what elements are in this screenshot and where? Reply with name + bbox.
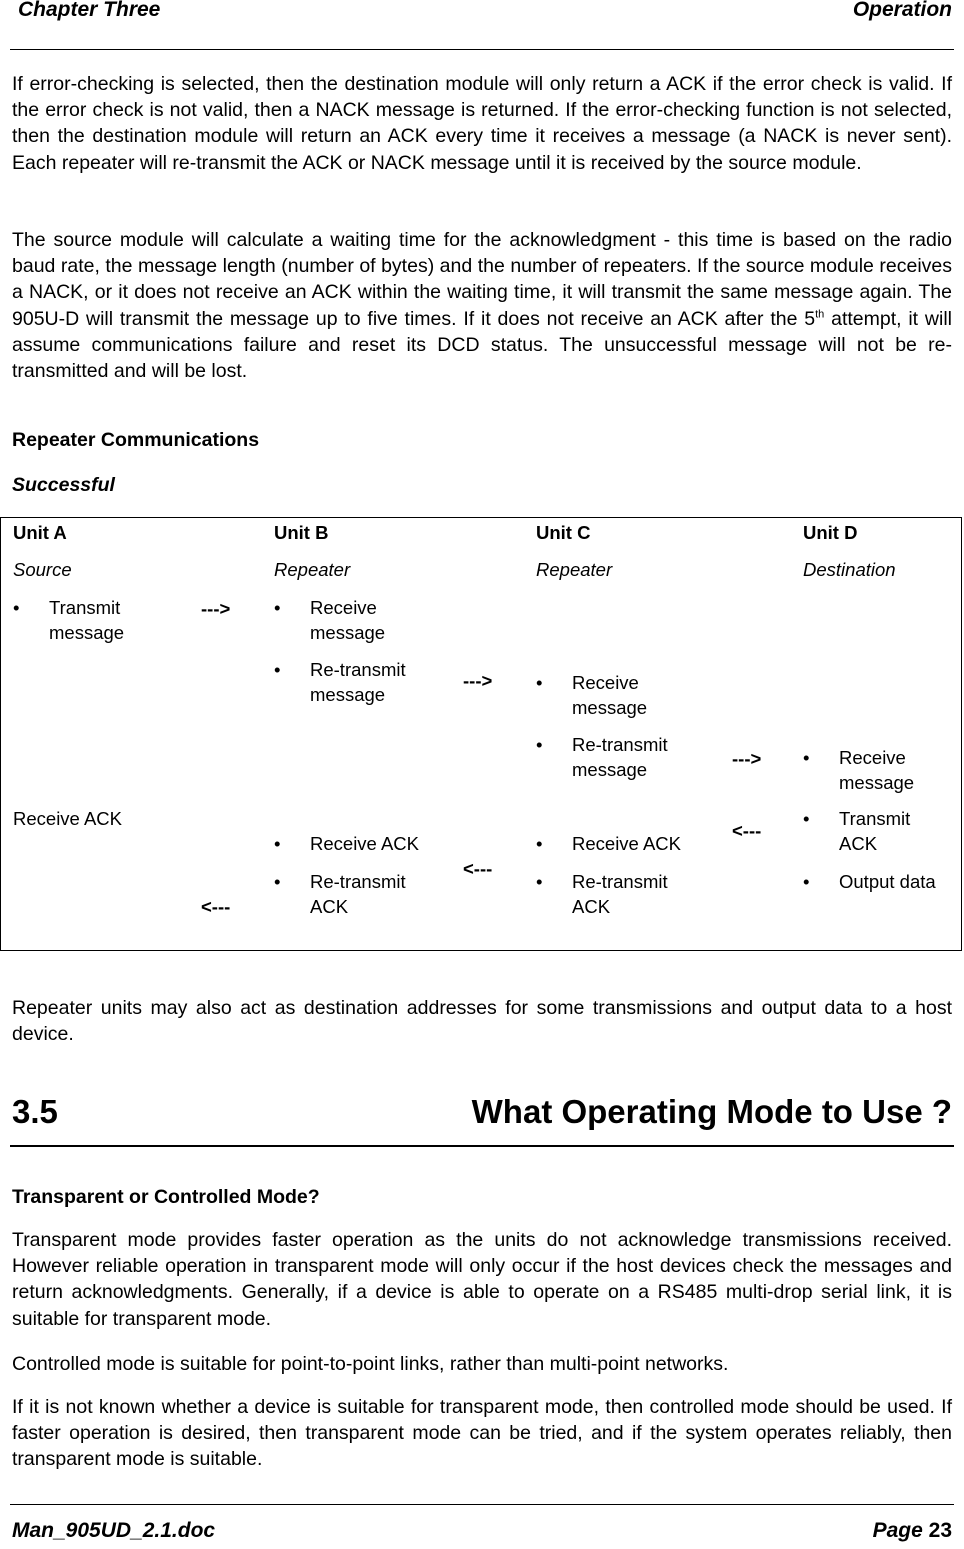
repeater-destination-paragraph: Repeater units may also act as destination addresses for some transmissions and output data to a host device. — [12, 997, 952, 1046]
controlled-mode-paragraph: Controlled mode is suitable for point-to-point links, rather than multi-point networks. — [12, 1353, 729, 1375]
unit-c-title: Unit C — [536, 522, 591, 543]
section-name: Operation — [852, 0, 952, 21]
section-title: What Operating Mode to Use ? — [471, 1093, 952, 1130]
unit-a-receive-ack: Receive ACK — [13, 808, 122, 829]
repeater-diagram: Unit A Unit B Unit C Unit D Source Repeater Repeater Destination • Transmit message Receive ACK ---> <--- • Receive message • Re-transmit message • Receive ACK • Re-transmit ACK ---> <--- • Receive message • Re-transmit message • Receive ACK • Re-transmit ACK ---> <--- • Receive message • Transmit ACK • Output data — [0, 517, 962, 951]
header-rule — [10, 49, 954, 50]
unit-a-role: Source — [13, 559, 72, 580]
unit-a-title: Unit A — [13, 522, 67, 543]
page-number: Page 23 — [872, 1519, 952, 1542]
mode-choice-paragraph: If it is not known whether a device is suitable for transparent mode, then controlled mode should be used. If faster operation is desired, then transparent mode can be tried, and if the system operates reliably, then transparent mode is suitable. — [12, 1396, 952, 1471]
arrow-right-b-to-c: ---> — [463, 670, 493, 691]
arrow-right-c-to-d: ---> — [732, 748, 762, 769]
document-filename: Man_905UD_2.1.doc — [12, 1519, 216, 1542]
unit-d-title: Unit D — [803, 522, 858, 543]
unit-b-role: Repeater — [274, 559, 351, 580]
section-rule — [10, 1145, 954, 1147]
repeater-communications-heading: Repeater Communications — [12, 429, 260, 451]
superscript-th: th — [815, 308, 825, 321]
unit-b-title: Unit B — [274, 522, 329, 543]
unit-d-role: Destination — [803, 559, 896, 580]
intro-paragraph-2: The source module will calculate a waiting time for the acknowledgment - this time is based on the radio baud rate, the message length (number of bytes) and the number of repeaters. If the source module receives a NACK, or it does not receive an ACK within the waiting time, it will transmit the same message again. The 905U-D will transmit the message up to five times. If it does not receive an ACK after the 5th attempt, it will assume communications failure and reset its DCD status. The unsuccessful message will not be re-transmitted and will be lost. — [12, 229, 952, 383]
footer-rule — [10, 1504, 954, 1505]
arrow-left-c-to-b: <--- — [463, 858, 493, 879]
transparent-mode-paragraph: Transparent mode provides faster operation as the units do not acknowledge transmissions received. However reliable operation in transparent mode will only occur if the host devices check the messages and return acknowledgments. Generally, if a device is able to operate on a RS485 multi-drop serial link, it is suitable for transparent mode. — [12, 1229, 952, 1330]
successful-heading: Successful — [12, 474, 115, 496]
intro-paragraph-1: If error-checking is selected, then the destination module will only return a ACK if the error check is valid. If the error check is not valid, then a NACK message is returned. If the error-checking function is not selected, then the destination module will return an ACK every time it receives a message (a NACK is never sent). Each repeater will re-transmit the ACK or NACK message until it is received by the source module. — [12, 73, 952, 174]
mode-heading: Transparent or Controlled Mode? — [12, 1186, 320, 1208]
section-number: 3.5 — [12, 1093, 58, 1130]
chapter-title: Chapter Three — [18, 0, 161, 21]
arrow-left-b-to-a: <--- — [201, 896, 231, 917]
arrow-right-a-to-b: ---> — [201, 598, 231, 619]
unit-c-role: Repeater — [536, 559, 613, 580]
arrow-left-d-to-c: <--- — [732, 820, 762, 841]
